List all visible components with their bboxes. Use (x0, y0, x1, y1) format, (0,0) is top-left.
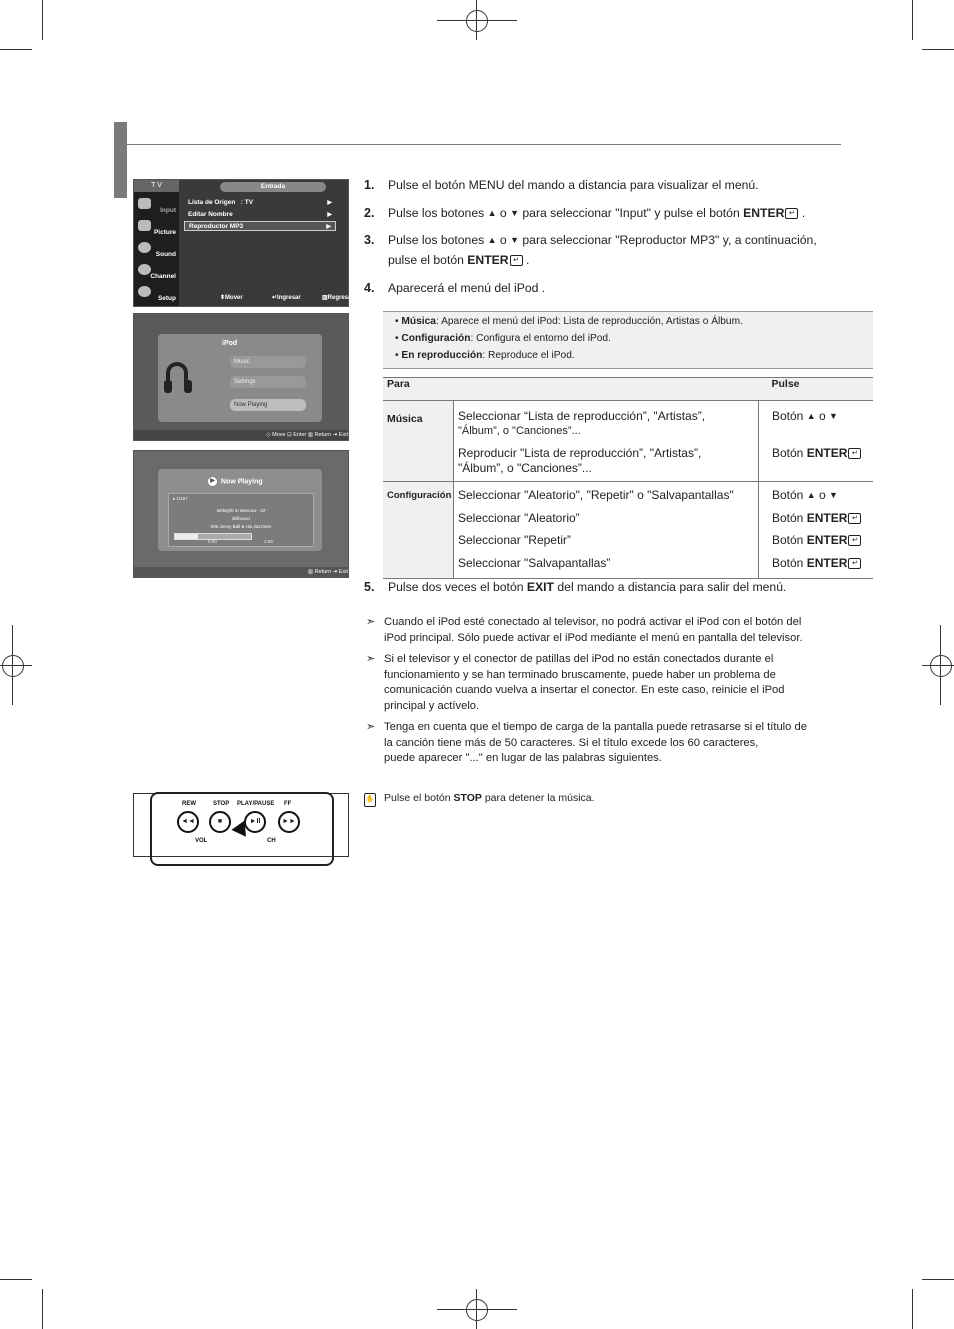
label-play-pause: PLAY/PAUSE (237, 801, 275, 807)
picture-icon (138, 220, 151, 231)
ipod-title: iPod (222, 340, 238, 347)
tv-menu-screenshot (133, 179, 354, 307)
enter-icon: ↵ (848, 513, 861, 524)
info-config: • Configuración: Configura el entorno del iPod. (395, 333, 611, 344)
table-header (383, 378, 873, 401)
label-stop: STOP (213, 801, 230, 807)
now-playing-footer: ▥ Return ⇥ Exit (134, 567, 348, 577)
menu-row-mp3: Reproductor MP3 ▶ (184, 221, 336, 231)
info-playing: • En reproducción: Reproduce el iPod. (395, 350, 575, 361)
tv-menu-title: T V (134, 180, 179, 192)
down-arrow-icon: ▼ (829, 411, 838, 421)
play-icon: ▶ (208, 477, 217, 486)
progress-fill (175, 534, 198, 539)
table-row-config (383, 482, 873, 579)
hand-icon: ✋ (364, 793, 376, 807)
gear-icon (138, 286, 151, 297)
label-vol: VOL (195, 838, 208, 844)
album-name: Billboard (232, 516, 250, 521)
play-pause-button[interactable]: ►II (244, 811, 266, 833)
row-label-music: Música (383, 401, 454, 482)
up-arrow-icon: ▲ (487, 208, 497, 218)
headphones-icon-right (184, 380, 192, 393)
config-actions: Seleccionar "Aleatorio", "Repetir" o "Salvapantallas" Seleccionar "Aleatorio” Seleccionar "Repetir” Seleccionar "Salvapantallas” (454, 482, 759, 579)
label-rew: REW (182, 801, 196, 807)
note-arrow-icon: ➣ (366, 616, 376, 628)
info-music: • Música: Aparece el menú del iPod: Lista de reproducción, Artistas o Álbum. (395, 316, 743, 327)
ipod-footer: ◇ Move ⊡ Enter ▥ Return ⇥ Exit (134, 430, 348, 440)
menu-row-edit-name: Editar Nombre ▶ (188, 211, 332, 218)
sidebar-item-input: Input (136, 196, 178, 215)
chevron-right-icon: ▶ (327, 212, 332, 218)
sound-icon (138, 242, 151, 253)
label-ch: CH (267, 838, 276, 844)
label-ff: FF (284, 801, 292, 807)
note-arrow-icon: ➣ (366, 653, 376, 665)
ipod-menu-info (383, 311, 873, 369)
down-arrow-icon: ▼ (510, 208, 520, 218)
time-total: 2:59 (264, 539, 273, 544)
section-marker (114, 122, 127, 198)
remote-illustration (133, 793, 349, 857)
ipod-menu-screenshot (133, 313, 349, 441)
song-title: Midnight In Moscow - 02 (216, 508, 266, 513)
now-playing-screenshot (133, 450, 349, 578)
stop-button[interactable]: ■ (209, 811, 231, 833)
chevron-right-icon: ▶ (326, 224, 331, 230)
sidebar-item-channel: Channel (136, 262, 178, 281)
row-label-config: Configuración (383, 482, 454, 579)
tv-menu-main (180, 180, 354, 306)
tv-menu-footer: ⬍Mover ↵Ingresar ▥Regresar (220, 295, 354, 301)
header-pulse: Pulse (759, 378, 874, 401)
up-arrow-icon: ▲ (806, 490, 816, 500)
down-arrow-icon: ▼ (829, 490, 838, 500)
headphones-icon-left (164, 380, 172, 393)
rewind-button[interactable]: ◄◄ (177, 811, 199, 833)
enter-icon: ↵ (848, 558, 861, 569)
menu-row-source: Lista de Origen : TV ▶ (188, 199, 332, 206)
enter-icon: ↵ (510, 255, 523, 266)
up-arrow-icon: ▲ (806, 411, 816, 421)
channel-icon (138, 264, 151, 275)
chevron-right-icon: ▶ (327, 200, 332, 206)
controls-table (383, 377, 873, 579)
music-presses: Botón ▲ o ▼ Botón ENTER ↵ (759, 401, 874, 482)
music-actions: Seleccionar “Lista de reproducción”, "Artistas”, "Álbum”, o "Canciones”... Reproducir "Lista de reproducción”, "Artistas”, "Álbum”, o "Canciones”... (454, 401, 759, 482)
fast-forward-button[interactable]: ►► (278, 811, 300, 833)
config-presses: Botón ▲ o ▼ Botón ENTER ↵ Botón ENTER ↵ Botón ENTER ↵ (759, 482, 874, 579)
artist-name: 006 Jenny Ball & His Jazzmen (210, 524, 272, 529)
input-icon (138, 198, 151, 209)
ipod-item-now-playing: Now Playing (230, 399, 306, 411)
up-arrow-icon: ▲ (487, 235, 497, 245)
sidebar-item-setup: Setup (136, 284, 178, 303)
sidebar-item-sound: Sound (136, 240, 178, 259)
header-para: Para (383, 378, 759, 401)
track-number: ▸ 1/167 (173, 496, 188, 501)
ipod-item-settings: Settings (230, 376, 306, 388)
header-rule (127, 144, 841, 145)
now-playing-title: ▶ Now Playing (208, 477, 263, 486)
down-arrow-icon: ▼ (510, 235, 520, 245)
stop-note: Pulse el botón STOP para detener la música. (384, 792, 595, 804)
table-row-music (383, 401, 873, 482)
ipod-item-music: Music (230, 356, 306, 368)
tv-menu-section: Entrada (220, 182, 326, 192)
enter-icon: ↵ (848, 448, 861, 459)
note-arrow-icon: ➣ (366, 721, 376, 733)
tv-menu-sidebar (134, 180, 179, 306)
time-elapsed: 0:00 (208, 539, 217, 544)
enter-icon: ↵ (785, 208, 798, 219)
enter-icon: ↵ (848, 535, 861, 546)
sidebar-item-picture: Picture (136, 218, 178, 237)
